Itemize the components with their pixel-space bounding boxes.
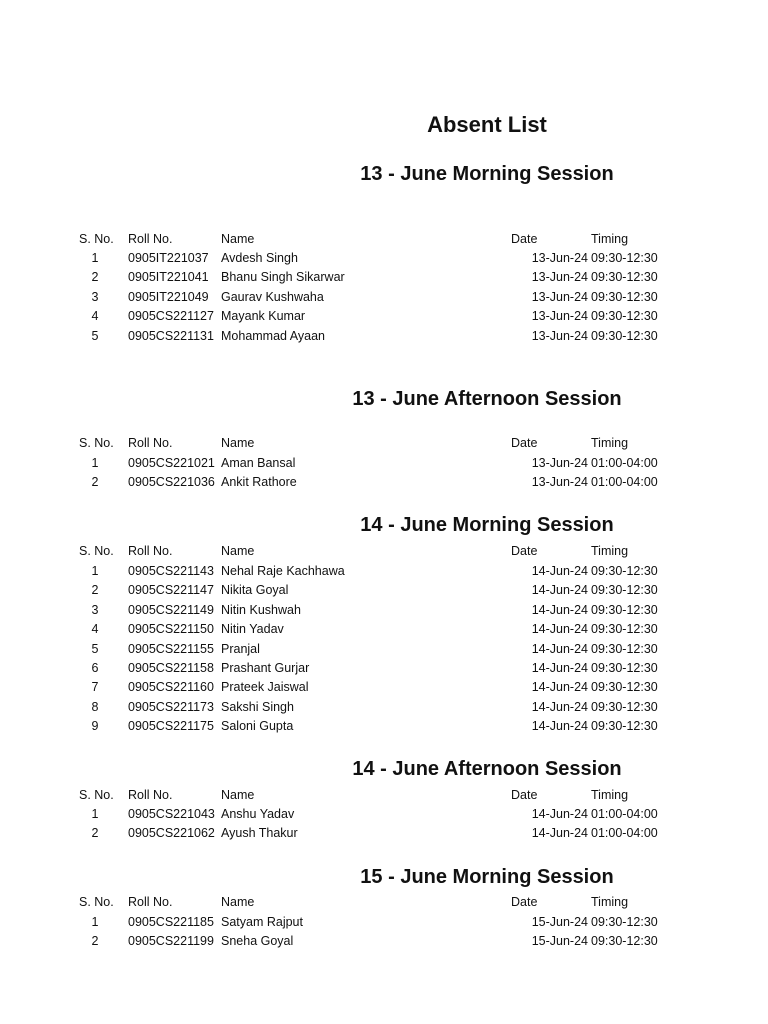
header-timing: Timing (591, 788, 629, 802)
cell-roll: 0905CS221021 (128, 456, 215, 470)
table-row (0, 268, 768, 287)
table-row (0, 307, 768, 326)
cell-roll: 0905CS221150 (128, 622, 214, 637)
cell-sno: 1 (91, 807, 99, 821)
cell-name: Nikita Goyal (221, 583, 289, 598)
cell-timing: 09:30-12:30 (591, 680, 658, 695)
cell-timing: 09:30-12:30 (591, 328, 658, 343)
cell-roll: 0905CS221043 (128, 807, 215, 821)
table-row (0, 581, 768, 600)
cell-timing: 01:00-04:00 (591, 456, 658, 470)
cell-timing: 09:30-12:30 (591, 915, 658, 929)
cell-roll: 0905IT221049 (128, 289, 209, 304)
cell-name: Satyam Rajput (221, 915, 303, 929)
cell-name: Anshu Yadav (221, 807, 295, 821)
table-header-row (0, 893, 768, 912)
cell-date: 14-Jun-24 (531, 826, 588, 841)
header-sno: S. No. (79, 544, 114, 558)
cell-date: 15-Jun-24 (531, 915, 588, 929)
cell-timing: 09:30-12:30 (591, 719, 658, 734)
cell-timing: 09:30-12:30 (591, 934, 658, 949)
cell-roll: 0905CS221131 (128, 328, 214, 343)
cell-name: Gaurav Kushwaha (221, 289, 324, 304)
cell-sno: 2 (91, 475, 99, 490)
header-roll: Roll No. (128, 232, 173, 246)
cell-roll: 0905CS221036 (128, 475, 215, 490)
cell-date: 13-Jun-24 (531, 270, 588, 285)
session-title: 14 - June Morning Session (360, 514, 614, 536)
cell-sno: 2 (91, 934, 99, 949)
cell-timing: 01:00-04:00 (591, 475, 658, 490)
header-sno: S. No. (79, 232, 114, 246)
cell-date: 14-Jun-24 (531, 583, 588, 598)
cell-date: 14-Jun-24 (531, 719, 588, 734)
table-row (0, 620, 768, 639)
cell-name: Aman Bansal (221, 456, 296, 470)
cell-roll: 0905CS221173 (128, 699, 214, 714)
table-row (0, 249, 768, 268)
cell-date: 13-Jun-24 (531, 475, 588, 490)
cell-name: Ayush Thakur (221, 826, 298, 841)
header-date: Date (511, 895, 538, 909)
table-row (0, 562, 768, 581)
cell-sno: 2 (91, 583, 99, 598)
header-roll: Roll No. (128, 895, 173, 909)
cell-sno: 9 (91, 719, 99, 734)
cell-timing: 09:30-12:30 (591, 289, 658, 304)
cell-date: 14-Jun-24 (531, 807, 588, 821)
header-name: Name (221, 436, 255, 450)
header-name: Name (221, 544, 255, 558)
table-row (0, 717, 768, 736)
cell-roll: 0905CS221185 (128, 915, 214, 929)
cell-roll: 0905CS221158 (128, 661, 214, 675)
cell-timing: 01:00-04:00 (591, 826, 658, 841)
table-row (0, 288, 768, 307)
cell-roll: 0905CS221143 (128, 564, 214, 578)
session-title: 13 - June Morning Session (360, 163, 614, 185)
header-date: Date (511, 436, 538, 450)
cell-sno: 5 (91, 328, 99, 343)
cell-date: 15-Jun-24 (531, 934, 588, 949)
cell-roll: 0905CS221149 (128, 602, 214, 617)
cell-timing: 09:30-12:30 (591, 251, 658, 265)
table-row (0, 454, 768, 473)
cell-date: 13-Jun-24 (531, 251, 588, 265)
header-timing: Timing (591, 895, 629, 909)
table-header-row (0, 786, 768, 805)
cell-timing: 09:30-12:30 (591, 661, 658, 675)
table-row (0, 601, 768, 620)
cell-sno: 4 (91, 622, 99, 637)
cell-date: 14-Jun-24 (531, 602, 588, 617)
cell-roll: 0905CS221062 (128, 826, 215, 841)
table-row (0, 913, 768, 932)
table-row (0, 932, 768, 951)
header-timing: Timing (591, 436, 629, 450)
cell-name: Nitin Kushwah (221, 602, 301, 617)
cell-sno: 6 (91, 661, 99, 675)
table-header-row (0, 542, 768, 561)
cell-date: 14-Jun-24 (531, 680, 588, 695)
cell-date: 14-Jun-24 (531, 622, 588, 637)
table-row (0, 678, 768, 697)
header-sno: S. No. (79, 436, 114, 450)
cell-date: 13-Jun-24 (531, 289, 588, 304)
cell-sno: 4 (91, 309, 99, 324)
table-row (0, 473, 768, 492)
cell-name: Avdesh Singh (221, 251, 298, 265)
cell-name: Nehal Raje Kachhawa (221, 564, 345, 578)
cell-timing: 09:30-12:30 (591, 602, 658, 617)
cell-name: Bhanu Singh Sikarwar (221, 270, 345, 285)
cell-name: Prateek Jaiswal (221, 680, 309, 695)
cell-date: 14-Jun-24 (531, 564, 588, 578)
cell-roll: 0905CS221147 (128, 583, 214, 598)
header-date: Date (511, 232, 538, 246)
table-row (0, 659, 768, 678)
cell-roll: 0905CS221127 (128, 309, 214, 324)
cell-sno: 1 (91, 251, 99, 265)
cell-name: Prashant Gurjar (221, 661, 310, 675)
table-row (0, 698, 768, 717)
cell-sno: 8 (91, 699, 99, 714)
page-title: Absent List (427, 112, 547, 137)
header-name: Name (221, 788, 255, 802)
header-roll: Roll No. (128, 544, 173, 558)
header-date: Date (511, 544, 538, 558)
header-roll: Roll No. (128, 436, 173, 450)
table-row (0, 640, 768, 659)
cell-date: 13-Jun-24 (531, 309, 588, 324)
cell-sno: 5 (91, 641, 99, 656)
cell-timing: 09:30-12:30 (591, 699, 658, 714)
cell-sno: 7 (91, 680, 99, 695)
cell-roll: 0905CS221175 (128, 719, 214, 734)
cell-timing: 01:00-04:00 (591, 807, 658, 821)
header-roll: Roll No. (128, 788, 173, 802)
cell-name: Mohammad Ayaan (221, 328, 325, 343)
cell-date: 13-Jun-24 (531, 328, 588, 343)
cell-timing: 09:30-12:30 (591, 622, 658, 637)
cell-name: Nitin Yadav (221, 622, 284, 637)
cell-timing: 09:30-12:30 (591, 641, 658, 656)
cell-name: Pranjal (221, 641, 260, 656)
header-name: Name (221, 232, 255, 246)
cell-date: 13-Jun-24 (531, 456, 588, 470)
cell-sno: 2 (91, 826, 99, 841)
cell-sno: 3 (91, 289, 99, 304)
session-title: 14 - June Afternoon Session (352, 758, 622, 780)
cell-name: Mayank Kumar (221, 309, 306, 324)
table-row (0, 824, 768, 843)
table-row (0, 805, 768, 824)
cell-sno: 1 (91, 456, 99, 470)
header-sno: S. No. (79, 895, 114, 909)
header-timing: Timing (591, 544, 629, 558)
cell-date: 14-Jun-24 (531, 661, 588, 675)
cell-sno: 1 (91, 564, 99, 578)
table-header-row (0, 230, 768, 249)
cell-timing: 09:30-12:30 (591, 270, 658, 285)
cell-sno: 3 (91, 602, 99, 617)
cell-timing: 09:30-12:30 (591, 564, 658, 578)
table-row (0, 327, 768, 346)
cell-sno: 2 (91, 270, 99, 285)
cell-timing: 09:30-12:30 (591, 583, 658, 598)
table-header-row (0, 434, 768, 453)
cell-name: Ankit Rathore (221, 475, 297, 490)
cell-roll: 0905CS221160 (128, 680, 214, 695)
session-title: 13 - June Afternoon Session (352, 388, 622, 410)
cell-roll: 0905IT221041 (128, 270, 209, 285)
cell-roll: 0905CS221155 (128, 641, 214, 656)
cell-name: Sakshi Singh (221, 699, 294, 714)
cell-timing: 09:30-12:30 (591, 309, 658, 324)
header-timing: Timing (591, 232, 629, 246)
cell-name: Saloni Gupta (221, 719, 294, 734)
cell-date: 14-Jun-24 (531, 641, 588, 656)
cell-date: 14-Jun-24 (531, 699, 588, 714)
header-date: Date (511, 788, 538, 802)
cell-roll: 0905CS221199 (128, 934, 214, 949)
header-sno: S. No. (79, 788, 114, 802)
session-title: 15 - June Morning Session (360, 866, 614, 888)
cell-roll: 0905IT221037 (128, 251, 209, 265)
header-name: Name (221, 895, 255, 909)
cell-name: Sneha Goyal (221, 934, 294, 949)
cell-sno: 1 (91, 915, 99, 929)
